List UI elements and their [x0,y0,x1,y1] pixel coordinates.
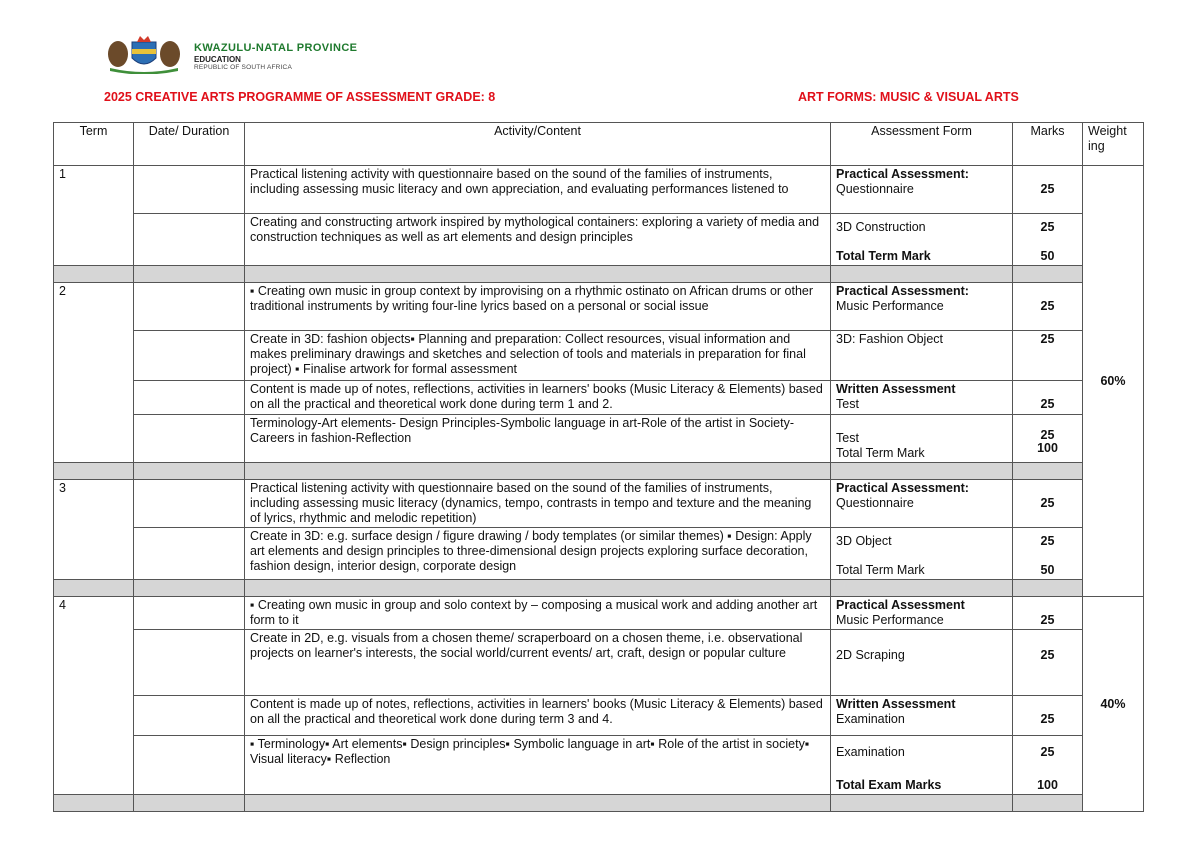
brand-province: KWAZULU-NATAL PROVINCE [194,42,358,54]
table-row [54,480,1144,528]
term-number: 3 [54,480,134,580]
form-cell [831,283,1013,331]
activity-cell: Create in 2D, e.g. visuals from a chosen theme/ scraperboard on a chosen theme, i.e. observational projects on learner's interests, the social world/current events/ art, craft, design or popular culture [245,630,831,696]
weighting-40: 40% [1083,597,1144,812]
marks-value: 25 [1040,712,1055,726]
header-marks: Marks [1013,123,1083,166]
logo-right-animal [160,41,180,67]
logo-shield-band [132,49,156,54]
form-name: 3D Object [836,534,892,548]
table-row [54,696,1144,736]
activity-cell: Terminology-Art elements- Design Principles-Symbolic language in art-Role of the artist in Society-Careers in fashion-Reflection [245,415,831,463]
table-row [54,528,1144,580]
marks-value: 25 [1040,496,1055,510]
form-title: Practical Assessment [836,598,965,612]
form-name: Questionnaire [836,182,914,196]
logo-left-animal [108,41,128,67]
form-title: Written Assessment [836,697,956,711]
marks-cell [1013,166,1083,214]
total-label: Total Term Mark [836,446,925,460]
separator-row [54,463,1144,480]
marks-value: 25 [1040,648,1055,662]
header-weighting: Weight ing [1083,123,1144,166]
brand-block [194,42,357,71]
activity-cell: ▪ Creating own music in group context by improvising on a rhythmic ostinato on African drums or other traditional instruments by writing four-line lyrics based on a personal or social issue [245,283,831,331]
date-cell [134,166,245,214]
date-cell [134,331,245,381]
form-title: Written Assessment [836,382,956,396]
separator-row [54,266,1144,283]
logo-crest [137,36,151,42]
total-value: 50 [1040,563,1055,577]
term-number: 2 [54,283,134,463]
marks-cell [1013,597,1083,630]
form-name: Questionnaire [836,496,914,510]
marks-value: 25 [1040,613,1055,627]
header-term: Term [54,123,134,166]
assessment-table [53,122,1144,812]
marks-cell [1013,283,1083,331]
table-row [54,415,1144,463]
table-row [54,166,1144,214]
activity-cell: Practical listening activity with questionnaire based on the sound of the families of instruments, including assessing music literacy and own appreciation, and evaluating performances listened to [245,166,831,214]
separator-row [54,580,1144,597]
date-cell [134,736,245,795]
total-value: 100 [1037,778,1058,792]
marks-value: 25 [1040,299,1055,313]
brand-country: REPUBLIC OF SOUTH AFRICA [194,64,292,71]
total-value: 50 [1040,249,1055,263]
activity-cell: Content is made up of notes, reflections, activities in learners' books (Music Literacy & Elements) based on all the practical and theoretical work done during term 3 and 4. [245,696,831,736]
separator-row [54,795,1144,812]
date-cell [134,381,245,415]
marks-cell: 25 [1013,331,1083,381]
table-row [54,736,1144,795]
date-cell [134,480,245,528]
activity-cell: Content is made up of notes, reflections, activities in learners' books (Music Literacy & Elements) based on all the practical and theoretical work done during term 1 and 2. [245,381,831,415]
marks-cell [1013,381,1083,415]
form-name: Music Performance [836,299,944,313]
total-label: Total Term Mark [836,249,931,263]
form-name: 2D Scraping [836,648,905,662]
form-cell [831,736,1013,795]
date-cell [134,528,245,580]
term-number: 1 [54,166,134,266]
weighting-60: 60% [1083,166,1144,597]
form-name: Test [836,431,859,445]
table-row [54,331,1144,381]
date-cell [134,214,245,266]
programme-title: 2025 CREATIVE ARTS PROGRAMME OF ASSESSMENT GRADE: 8 [104,90,496,104]
marks-value: 25 [1040,397,1055,411]
art-forms-title: ART FORMS: MUSIC & VISUAL ARTS [798,90,1019,104]
form-cell [831,528,1013,580]
form-title: Practical Assessment: [836,167,969,181]
marks-cell [1013,214,1083,266]
marks-value: 25 [1040,428,1055,442]
form-name: Examination [836,745,905,759]
coat-of-arms-logo [104,34,184,74]
header-date: Date/ Duration [134,123,245,166]
marks-value: 25 [1040,745,1055,759]
table-row [54,283,1144,331]
header-activity: Activity/Content [245,123,831,166]
form-cell [831,166,1013,214]
form-title: Practical Assessment: [836,481,969,495]
form-cell [831,480,1013,528]
marks-cell [1013,736,1083,795]
form-name: 3D Construction [836,220,926,234]
activity-cell: ▪ Terminology▪ Art elements▪ Design principles▪ Symbolic language in art▪ Role of the artist in society▪ Visual literacy▪ Reflection [245,736,831,795]
table-row [54,630,1144,696]
term-number: 4 [54,597,134,795]
form-cell [831,214,1013,266]
date-cell [134,630,245,696]
marks-value: 25 [1040,182,1055,196]
logo-base [110,68,178,74]
activity-cell: ▪ Creating own music in group and solo context by – composing a musical work and adding another art form to it [245,597,831,630]
marks-cell [1013,415,1083,463]
activity-cell: Practical listening activity with questionnaire based on the sound of the families of instruments, including assessing music literacy (dynamics, tempo, contrasts in tempo and texture and the meaning of lyrics, rhythmic and melodic repetition) [245,480,831,528]
form-name: Examination [836,712,905,726]
activity-cell: Create in 3D: fashion objects▪ Planning and preparation: Collect resources, visual information and makes preliminary drawings and sketches and selection of tools and materials in preparation for final project) ▪ Finalise artwork for formal assessment [245,331,831,381]
total-label: Total Term Mark [836,563,925,577]
header-row [54,123,1144,166]
table-row [54,214,1144,266]
marks-cell [1013,630,1083,696]
total-value: 100 [1037,441,1058,455]
marks-value: 25 [1040,220,1055,234]
form-name: Test [836,397,859,411]
form-cell [831,415,1013,463]
form-cell: 3D: Fashion Object [831,331,1013,381]
marks-value: 25 [1040,534,1055,548]
activity-cell: Create in 3D: e.g. surface design / figure drawing / body templates (or similar themes) ▪ Design: Apply art elements and design principles to three-dimensional design projects exploring surface decoration, fashion design, interior design, corporate design [245,528,831,580]
form-title: Practical Assessment: [836,284,969,298]
marks-cell [1013,480,1083,528]
form-cell [831,696,1013,736]
marks-cell [1013,528,1083,580]
date-cell [134,415,245,463]
activity-cell: Creating and constructing artwork inspired by mythological containers: exploring a variety of media and construction techniques as well as art elements and design principles [245,214,831,266]
header-form: Assessment Form [831,123,1013,166]
date-cell [134,283,245,331]
date-cell [134,696,245,736]
table-row [54,381,1144,415]
table-row [54,597,1144,630]
brand-department: EDUCATION [194,55,241,64]
form-name: Music Performance [836,613,944,627]
marks-cell [1013,696,1083,736]
total-label: Total Exam Marks [836,778,942,792]
form-cell [831,597,1013,630]
form-cell [831,630,1013,696]
form-cell [831,381,1013,415]
date-cell [134,597,245,630]
